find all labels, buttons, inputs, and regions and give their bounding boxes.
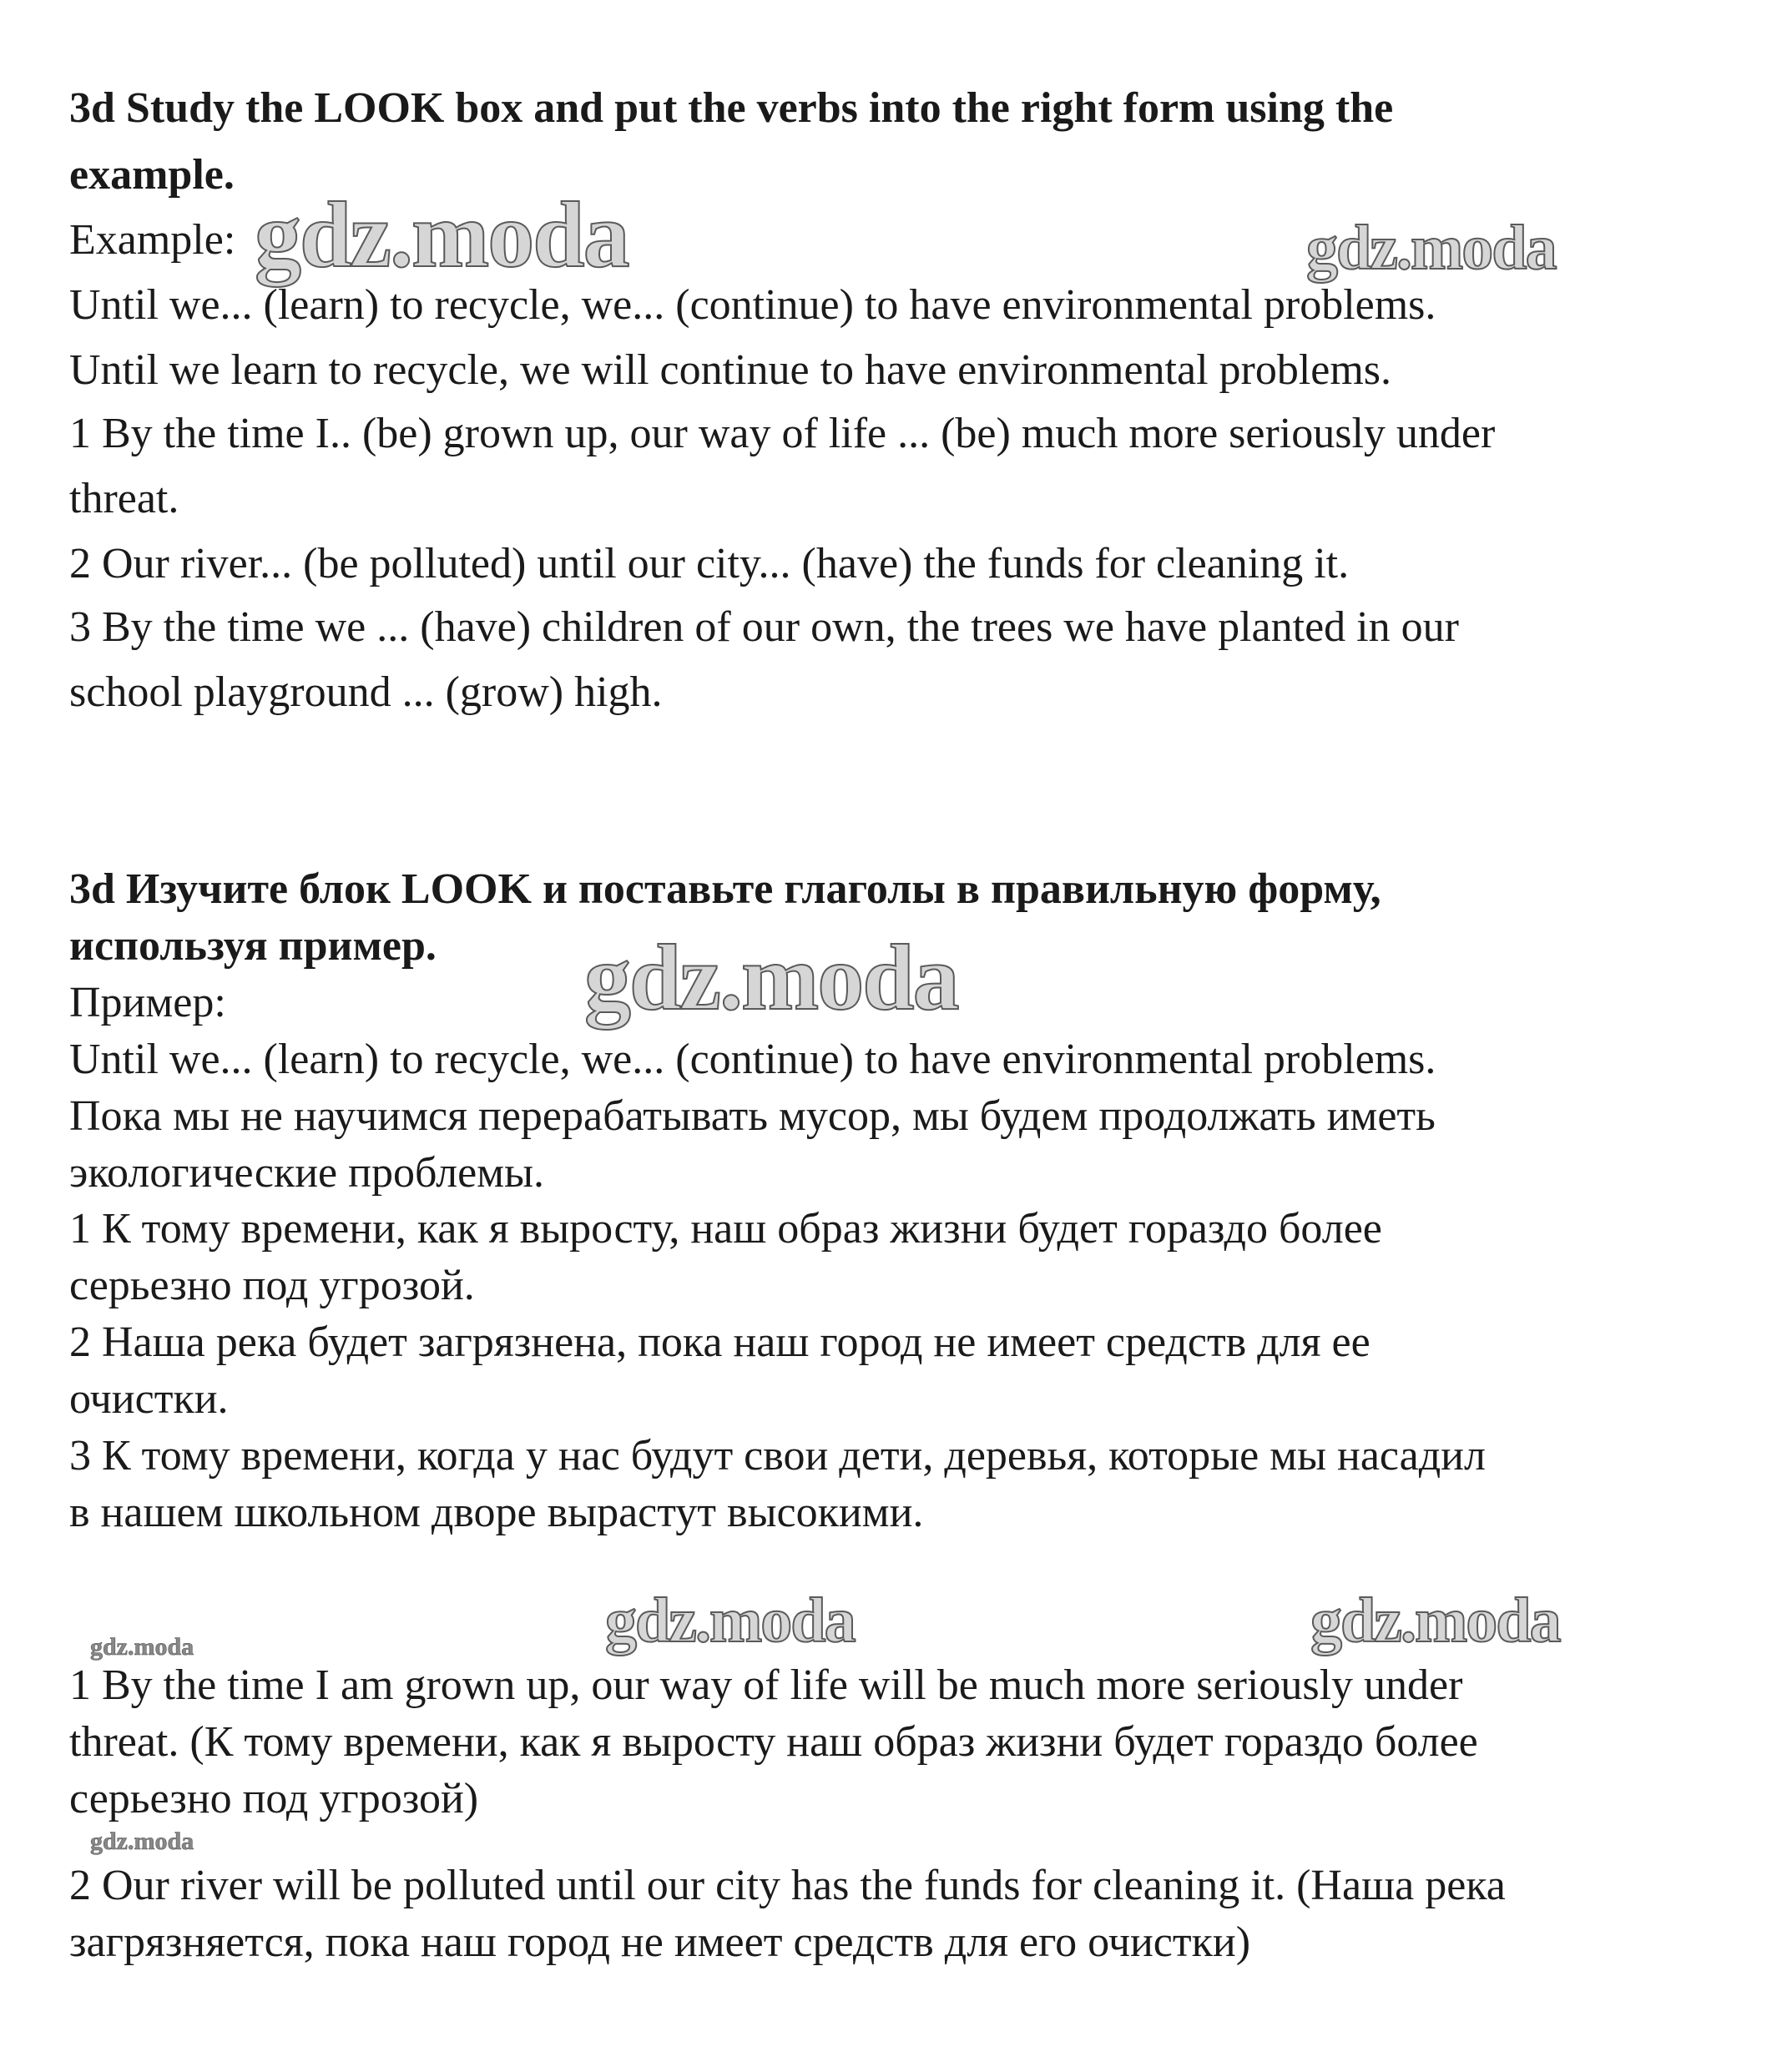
item-2-en: 2 Our river... (be polluted) until our city... (have) the funds for cleaning it. [69,540,1350,587]
example-task-ru: Until we... (learn) to recycle, we... (continue) to have environmental problems. [69,1036,1436,1083]
example-label-en: Example: [69,216,236,264]
answer-1-line1: 1 By the time I am grown up, our way of life will be much more seriously under [69,1661,1463,1709]
answer-1-line3: серьезно под угрозой) [69,1775,479,1822]
example-label-ru: Пример: [69,979,226,1026]
answer-1-line2: threat. (К тому времени, как я выросту наш образ жизни будет гораздо более [69,1718,1478,1766]
watermark: gdz.moda [605,1586,855,1656]
watermark: gdz.moda [90,1827,194,1855]
item-2-ru-line1: 2 Наша река будет загрязнена, пока наш город не имеет средств для ее [69,1318,1371,1366]
answer-2-line2: загрязняется, пока наш город не имеет средств для его очистки) [69,1918,1251,1966]
watermark: gdz.moda [255,184,628,287]
watermark: gdz.moda [90,1633,194,1661]
watermark: gdz.moda [1306,213,1556,283]
exercise-heading-ru-line1: 3d Изучите блок LOOK и поставьте глаголы в правильную форму, [69,865,1381,913]
example-task-en: Until we... (learn) to recycle, we... (continue) to have environmental problems. [69,281,1436,329]
answer-2-line1: 2 Our river will be polluted until our city has the funds for cleaning it. (Наша река [69,1862,1506,1909]
item-3-ru-line1: 3 К тому времени, когда у нас будут свои дети, деревья, которые мы насадил [69,1432,1486,1480]
example-translation-ru-line1: Пока мы не научимся перерабатывать мусор, мы будем продолжать иметь [69,1092,1436,1140]
exercise-heading-ru-line2: используя пример. [69,922,437,970]
watermark: gdz.moda [584,926,958,1030]
exercise-heading-en-line1: 3d Study the LOOK box and put the verbs into the right form using the [69,84,1394,132]
example-translation-ru-line2: экологические проблемы. [69,1149,545,1197]
item-3-en-line2: school playground ... (grow) high. [69,668,663,716]
item-3-en-line1: 3 By the time we ... (have) children of our own, the trees we have planted in our [69,603,1459,651]
item-3-ru-line2: в нашем школьном дворе вырастут высокими. [69,1489,924,1536]
example-answer-en: Until we learn to recycle, we will continue to have environmental problems. [69,346,1392,394]
item-2-ru-line2: очистки. [69,1375,229,1423]
exercise-heading-en-line2: example. [69,151,235,199]
watermark: gdz.moda [1310,1586,1560,1656]
item-1-ru-line2: серьезно под угрозой. [69,1262,475,1309]
item-1-ru-line1: 1 К тому времени, как я выросту, наш образ жизни будет гораздо более [69,1205,1382,1253]
item-1-en-line2: threat. [69,475,179,522]
item-1-en-line1: 1 By the time I.. (be) grown up, our way of life ... (be) much more seriously under [69,410,1496,457]
